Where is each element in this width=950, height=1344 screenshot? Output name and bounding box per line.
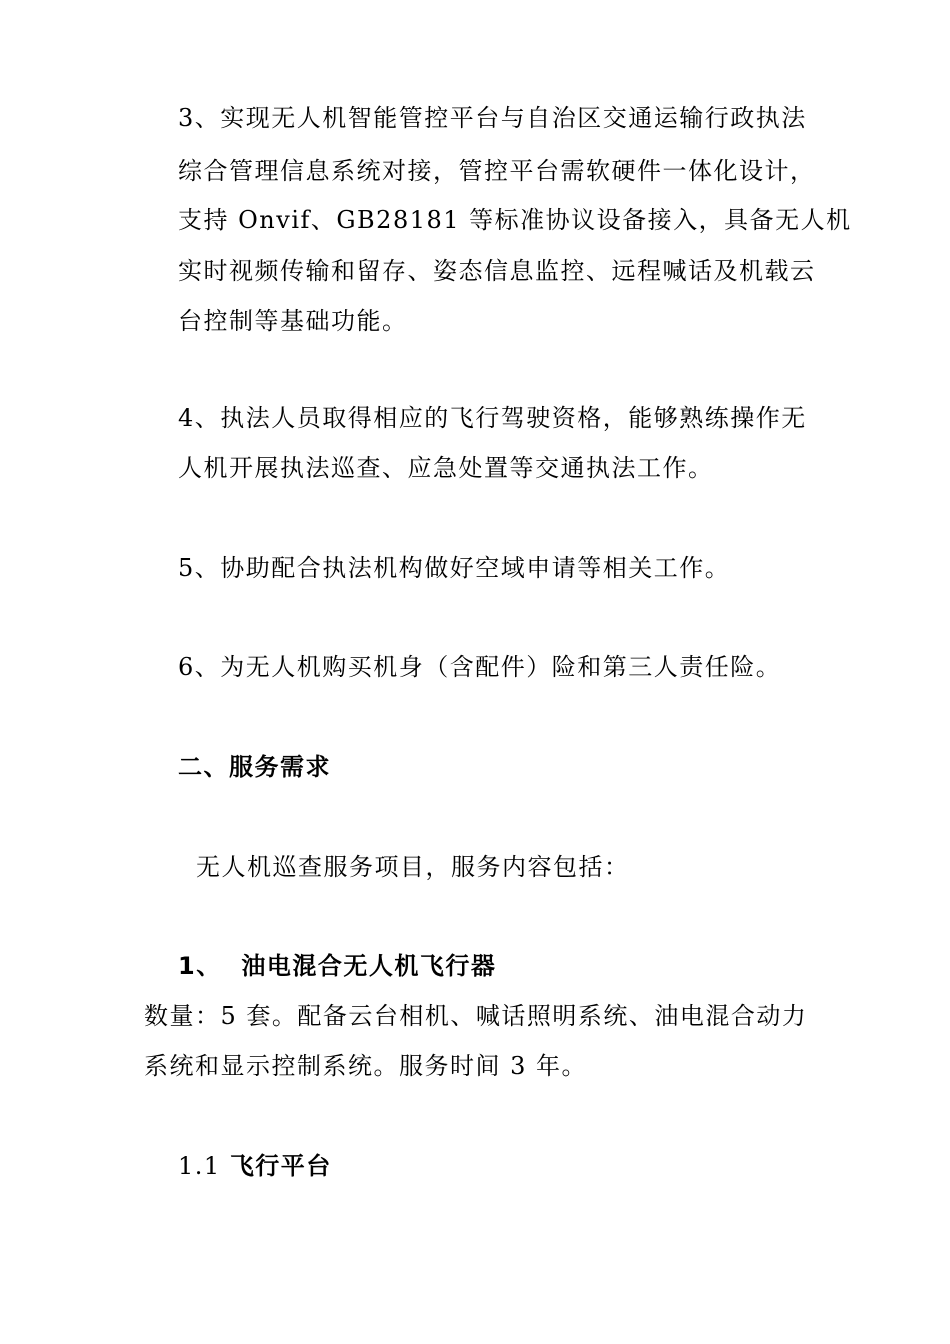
item-1-line-1: 数量：5 套。配备云台相机、喊话照明系统、油电混合动力 [144, 1002, 808, 1030]
paragraph-4-line-2: 人机开展执法巡查、应急处置等交通执法工作。 [178, 454, 714, 482]
paragraph-3-line-5: 台控制等基础功能。 [178, 307, 408, 335]
subheading-number: 1.1 [178, 1152, 221, 1180]
section-heading: 二、服务需求 [178, 753, 331, 781]
paragraph-3-line-4: 实时视频传输和留存、姿态信息监控、远程喊话及机载云 [178, 257, 816, 285]
subheading-title: 飞行平台 [229, 1152, 332, 1180]
subheading-1-1 [178, 1150, 332, 1182]
intro-text: 无人机巡查服务项目，服务内容包括： [196, 853, 630, 881]
item-1-line-2: 系统和显示控制系统。服务时间 3 年。 [144, 1052, 588, 1080]
item-1-heading: 1、 油电混合无人机飞行器 [178, 952, 497, 980]
paragraph-3-line-3: 支持 Onvif、GB28181 等标准协议设备接入，具备无人机 [178, 206, 852, 234]
paragraph-5: 5、协助配合执法机构做好空域申请等相关工作。 [178, 554, 731, 582]
paragraph-3-line-2: 综合管理信息系统对接，管控平台需软硬件一体化设计， [178, 157, 816, 185]
paragraph-3-line-1: 3、实现无人机智能管控平台与自治区交通运输行政执法 [178, 104, 807, 132]
paragraph-4-line-1: 4、执法人员取得相应的飞行驾驶资格，能够熟练操作无 [178, 404, 807, 432]
paragraph-6: 6、为无人机购买机身（含配件）险和第三人责任险。 [178, 653, 782, 681]
